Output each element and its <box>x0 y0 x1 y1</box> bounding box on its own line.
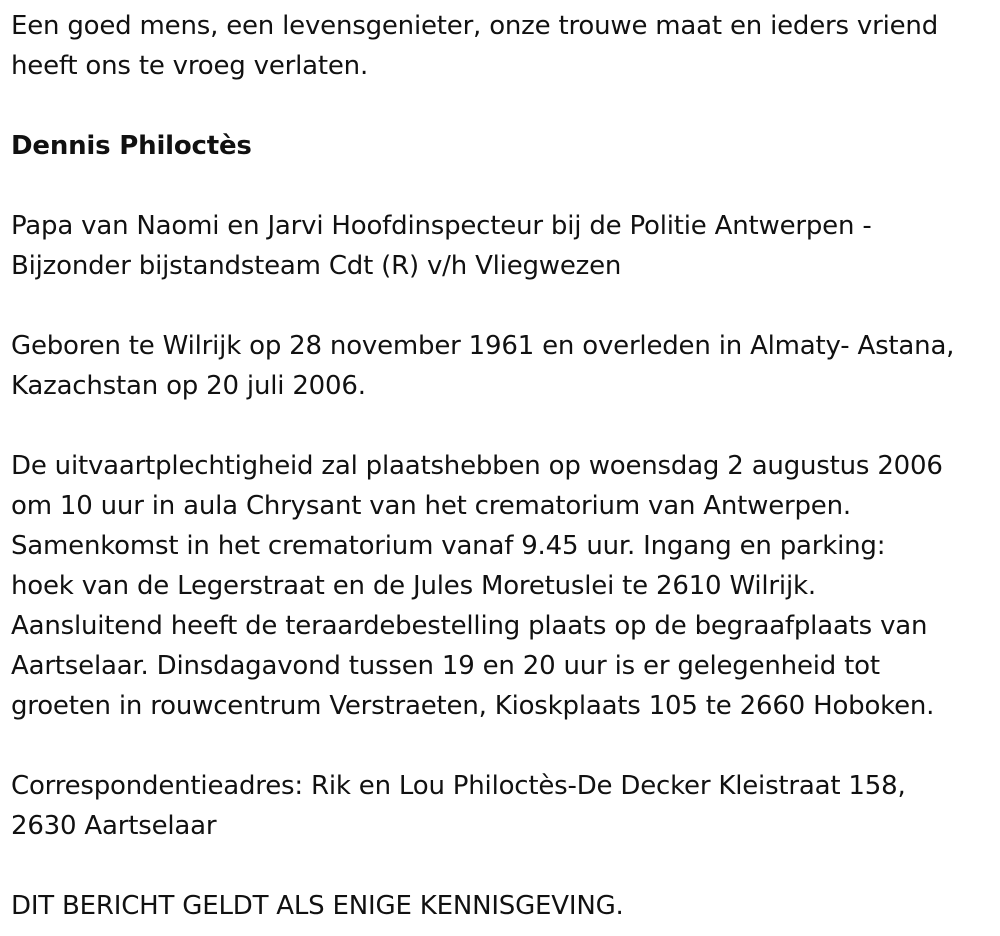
birth-death-line: Geboren te Wilrijk op 28 november 1961 en overleden in Almaty- Astana, <box>11 331 955 361</box>
birth-death-line: Kazachstan op 20 juli 2006. <box>11 371 366 401</box>
funeral-line: groeten in rouwcentrum Verstraeten, Kioskplaats 105 te 2660 Hoboken. <box>11 691 935 721</box>
correspondence-paragraph <box>11 766 990 846</box>
description-line: Bijzonder bijstandsteam Cdt (R) v/h Vliegwezen <box>11 251 622 281</box>
correspondence-line: 2630 Aartselaar <box>11 811 217 841</box>
funeral-line: De uitvaartplechtigheid zal plaatshebben op woensdag 2 augustus 2006 <box>11 451 943 481</box>
deceased-name: Dennis Philoctès <box>11 131 252 161</box>
correspondence-line: Correspondentieadres: Rik en Lou Philoctès-De Decker Kleistraat 158, <box>11 771 906 801</box>
funeral-paragraph <box>11 446 990 726</box>
intro-line: heeft ons te vroeg verlaten. <box>11 51 369 81</box>
funeral-line: om 10 uur in aula Chrysant van het crematorium van Antwerpen. <box>11 491 851 521</box>
funeral-line: Aartselaar. Dinsdagavond tussen 19 en 20 uur is er gelegenheid tot <box>11 651 880 681</box>
intro-line: Een goed mens, een levensgenieter, onze trouwe maat en ieders vriend <box>11 11 938 41</box>
intro-paragraph <box>11 6 990 86</box>
notice-text: DIT BERICHT GELDT ALS ENIGE KENNISGEVING. <box>11 891 624 921</box>
funeral-line: Aansluitend heeft de teraardebestelling plaats op de begraafplaats van <box>11 611 928 641</box>
funeral-line: hoek van de Legerstraat en de Jules Moretuslei te 2610 Wilrijk. <box>11 571 816 601</box>
birth-death-paragraph <box>11 326 990 406</box>
description-paragraph <box>11 206 990 286</box>
funeral-line: Samenkomst in het crematorium vanaf 9.45 uur. Ingang en parking: <box>11 531 886 561</box>
description-line: Papa van Naomi en Jarvi Hoofdinspecteur bij de Politie Antwerpen - <box>11 211 872 241</box>
